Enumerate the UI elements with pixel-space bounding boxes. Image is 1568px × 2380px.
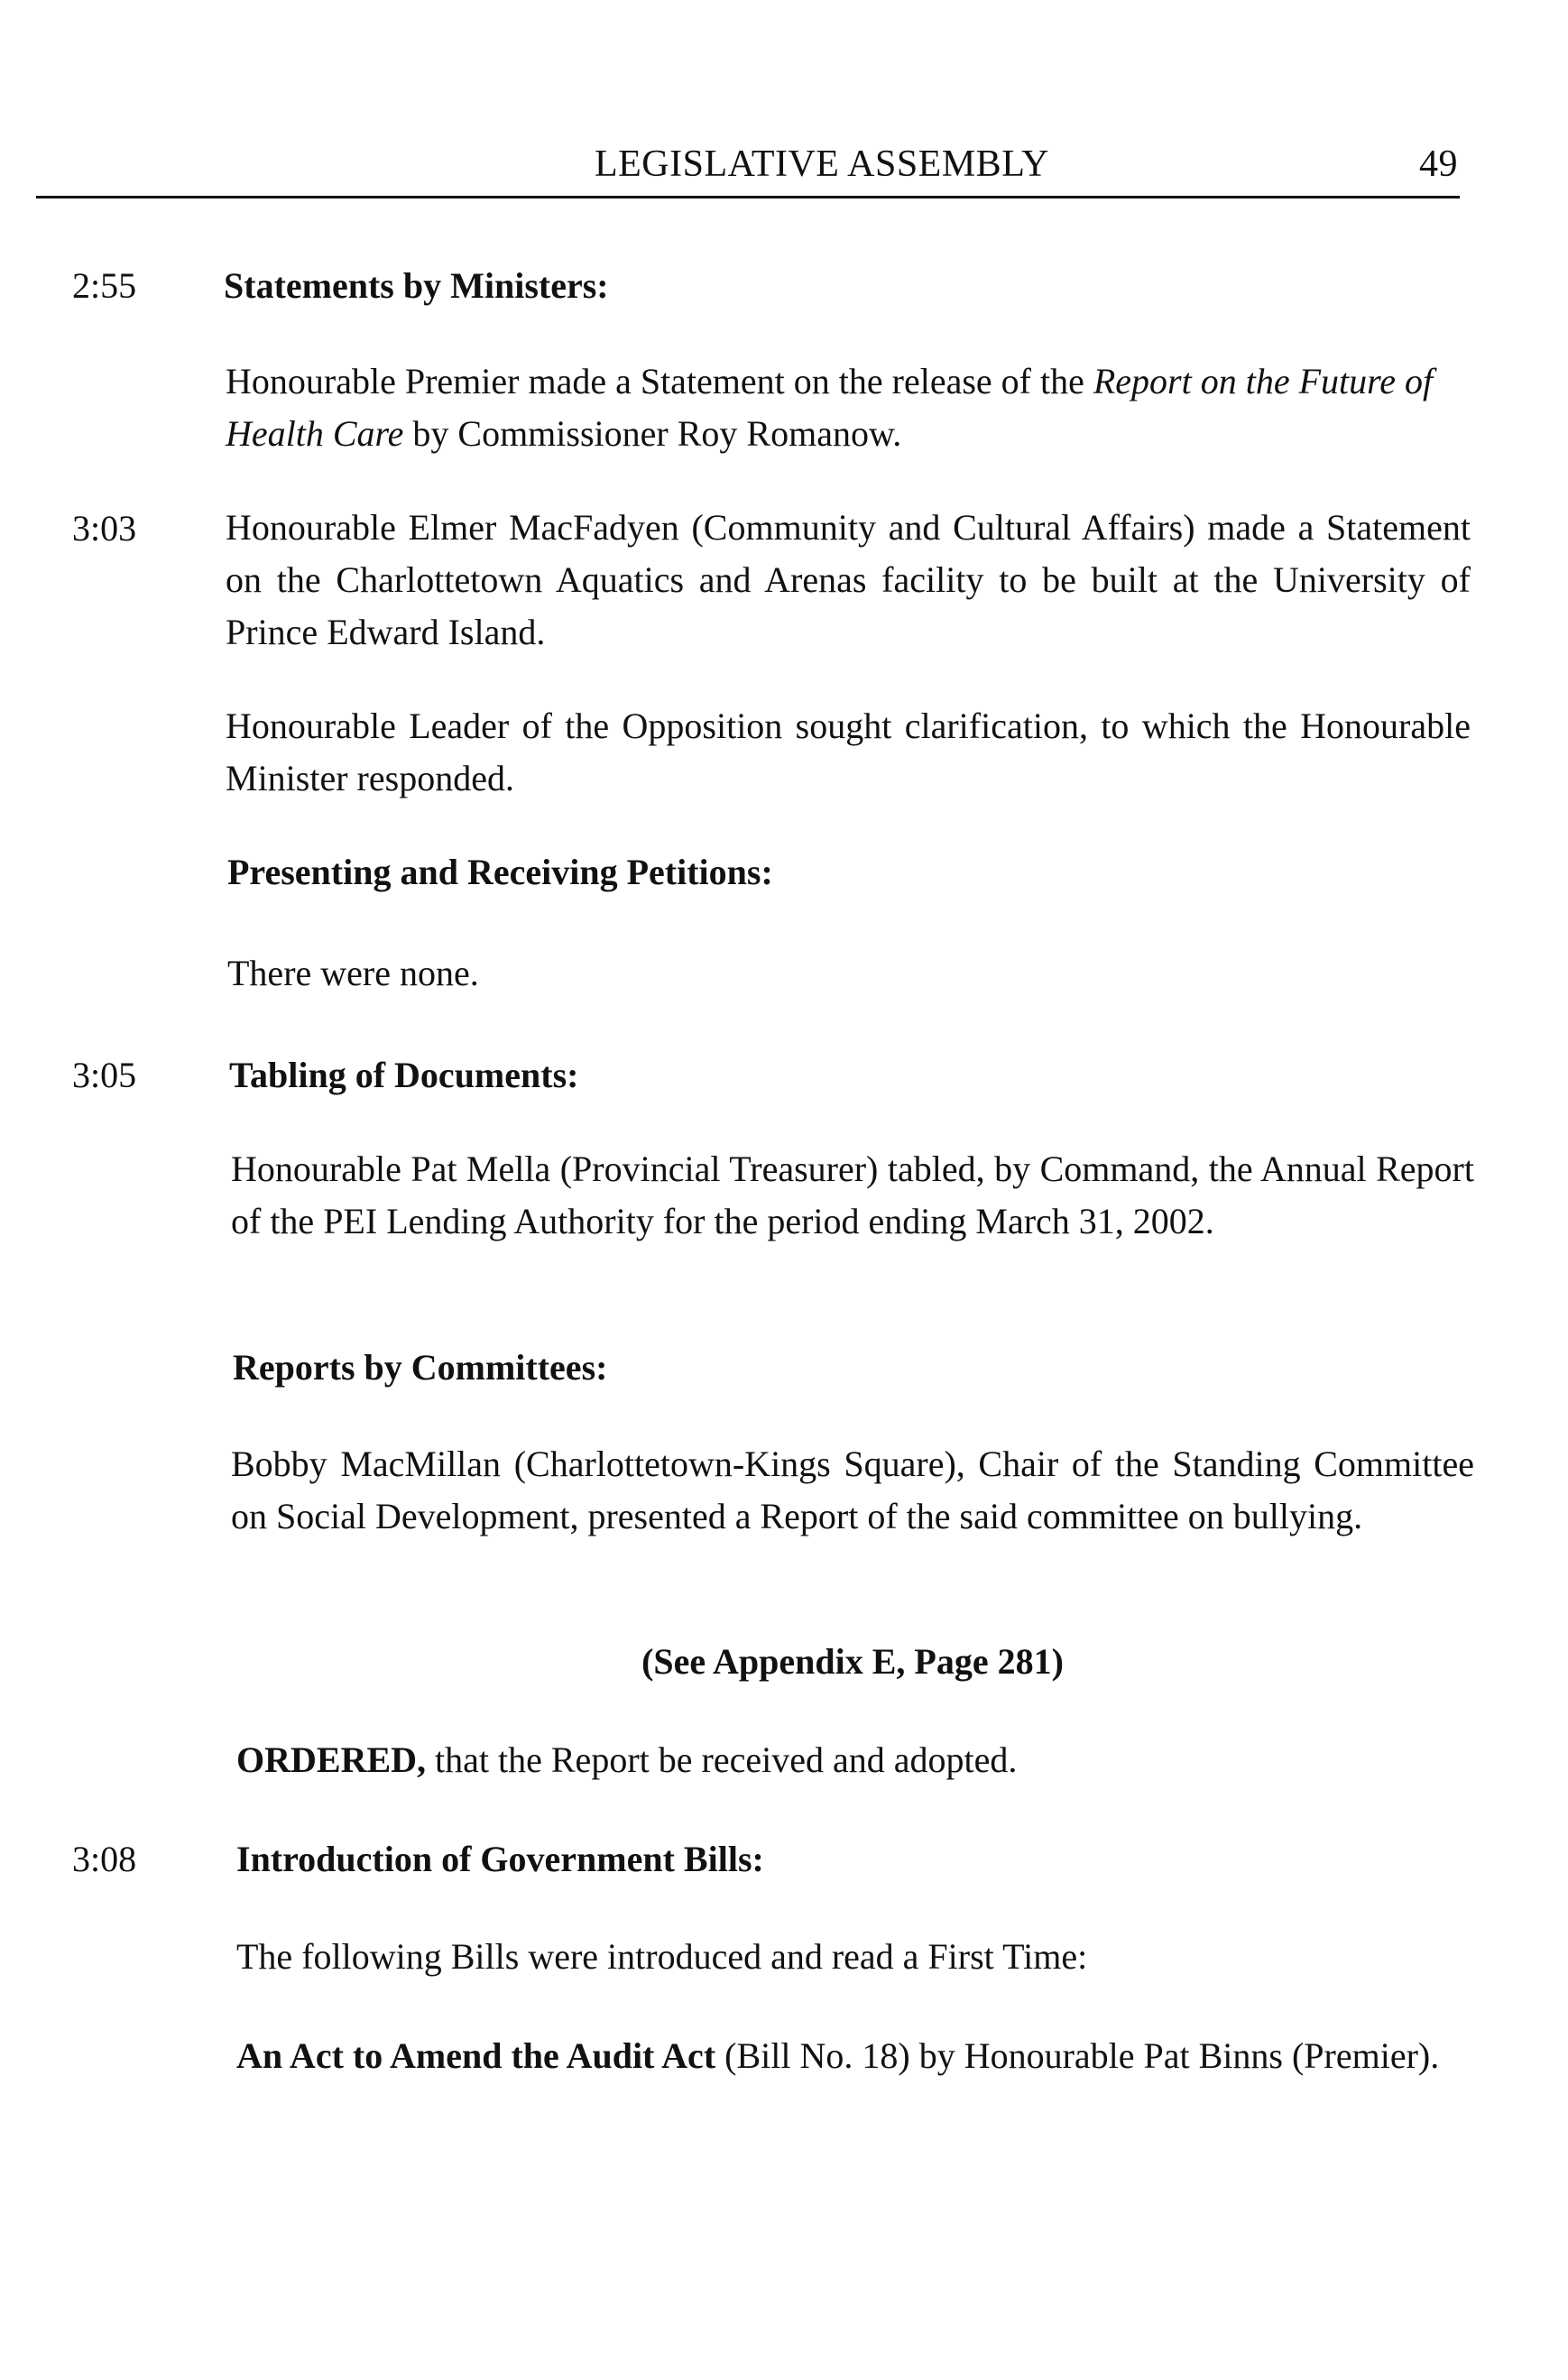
time-stamp: 2:55 (72, 265, 137, 306)
paragraph-tabling: Honourable Pat Mella (Provincial Treasurer) tabled, by Command, the Annual Report of the PEI Lending Authority for the period ending March 31, 2002. (231, 1148, 1474, 1241)
running-head (186, 143, 1458, 193)
time-stamp: 3:08 (72, 1839, 137, 1879)
running-head-title: LEGISLATIVE ASSEMBLY (595, 143, 1049, 185)
section-heading-ministers: Statements by Ministers: (224, 265, 609, 306)
section-heading-tabling: Tabling of Documents: (229, 1055, 579, 1095)
ordered-label: ORDERED, (236, 1739, 427, 1780)
paragraph-premier-statement (226, 355, 1471, 460)
section-heading-petitions: Presenting and Receiving Petitions: (227, 852, 773, 892)
paragraph-macfadyen-statement: Honourable Elmer MacFadyen (Community and Cultural Affairs) made a Statement on the Charlottetown Aquatics and Arenas facility to be built at the University of Prince Edward Island. (226, 507, 1471, 652)
paragraph-text: (Bill No. 18) by Honourable Pat Binns (Premier). (715, 2035, 1440, 2076)
appendix-reference: (See Appendix E, Page 281) (641, 1641, 1064, 1682)
paragraph-petitions: There were none. (227, 953, 479, 993)
time-stamp: 3:05 (72, 1055, 137, 1095)
paragraph-bills-intro: The following Bills were introduced and read a First Time: (236, 1936, 1088, 1977)
section-heading-bills: Introduction of Government Bills: (236, 1839, 764, 1879)
header-rule (36, 196, 1460, 198)
paragraph-opposition-clarification: Honourable Leader of the Opposition sought clarification, to which the Honourable Minister responded. (226, 706, 1471, 798)
report-title: Report on the Future of Health Care (226, 361, 1434, 454)
paragraph-text: by Commissioner Roy Romanow. (403, 413, 902, 454)
section-heading-committees: Reports by Committees: (233, 1347, 608, 1388)
paragraph-text: that the Report be received and adopted. (426, 1739, 1018, 1780)
bill-title: An Act to Amend the Audit Act (236, 2035, 716, 2076)
paragraph-ordered (236, 1734, 1474, 1786)
time-stamp: 3:03 (72, 508, 137, 549)
page-number: 49 (1419, 143, 1458, 185)
paragraph-bill-18 (236, 2030, 1474, 2082)
paragraph-committee-report: Bobby MacMillan (Charlottetown-Kings Square), Chair of the Standing Committee on Social Development, presented a Report of the said committee on bullying. (231, 1444, 1474, 1536)
paragraph-text: Honourable Premier made a Statement on the release of the (226, 361, 1093, 401)
